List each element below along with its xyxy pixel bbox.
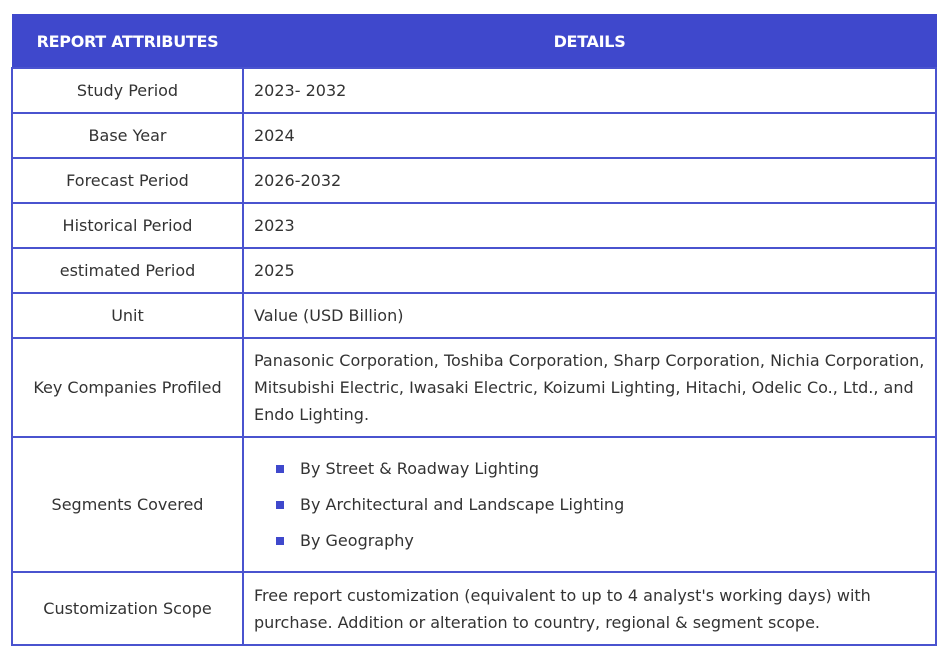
attr-forecast-period: Forecast Period <box>12 158 243 203</box>
value-study-period: 2023- 2032 <box>243 68 936 113</box>
list-item <box>276 451 925 487</box>
value-forecast-period: 2026-2032 <box>243 158 936 203</box>
value-segments-covered <box>243 437 936 572</box>
square-bullet-icon <box>276 465 284 473</box>
value-historical-period: 2023 <box>243 203 936 248</box>
attr-study-period: Study Period <box>12 68 243 113</box>
attr-historical-period: Historical Period <box>12 203 243 248</box>
table-row-unit <box>12 293 936 338</box>
table-row-historical-period <box>12 203 936 248</box>
value-key-companies: Panasonic Corporation, Toshiba Corporation, Sharp Corporation, Nichia Corporation, Mitsubishi Electric, Iwasaki Electric, Koizumi Lighting, Hitachi, Odelic Co., Ltd., and Endo Lighting. <box>243 338 936 437</box>
table-row-study-period <box>12 68 936 113</box>
square-bullet-icon <box>276 501 284 509</box>
value-base-year: 2024 <box>243 113 936 158</box>
value-unit: Value (USD Billion) <box>243 293 936 338</box>
value-customization-scope: Free report customization (equivalent to up to 4 analyst's working days) with purchase. Addition or alteration to country, regional & segment scope. <box>243 572 936 645</box>
table-header-row <box>12 15 936 69</box>
square-bullet-icon <box>276 537 284 545</box>
table-row-key-companies <box>12 338 936 437</box>
attr-base-year: Base Year <box>12 113 243 158</box>
attr-customization-scope: Customization Scope <box>12 572 243 645</box>
segment-label: By Geography <box>300 531 414 550</box>
segments-list <box>254 451 925 559</box>
segment-label: By Architectural and Landscape Lighting <box>300 495 625 514</box>
attr-key-companies: Key Companies Profiled <box>12 338 243 437</box>
attr-unit: Unit <box>12 293 243 338</box>
list-item <box>276 487 925 523</box>
segment-label: By Street & Roadway Lighting <box>300 459 540 478</box>
header-details: DETAILS <box>243 15 936 69</box>
table-row-forecast-period <box>12 158 936 203</box>
report-attributes-table <box>11 14 937 646</box>
table-row-estimated-period <box>12 248 936 293</box>
list-item <box>276 523 925 559</box>
header-report-attributes: REPORT ATTRIBUTES <box>12 15 243 69</box>
table-row-customization-scope <box>12 572 936 645</box>
table-row-segments-covered <box>12 437 936 572</box>
value-estimated-period: 2025 <box>243 248 936 293</box>
report-attributes-table-container <box>11 14 935 646</box>
attr-segments-covered: Segments Covered <box>12 437 243 572</box>
table-row-base-year <box>12 113 936 158</box>
attr-estimated-period: estimated Period <box>12 248 243 293</box>
